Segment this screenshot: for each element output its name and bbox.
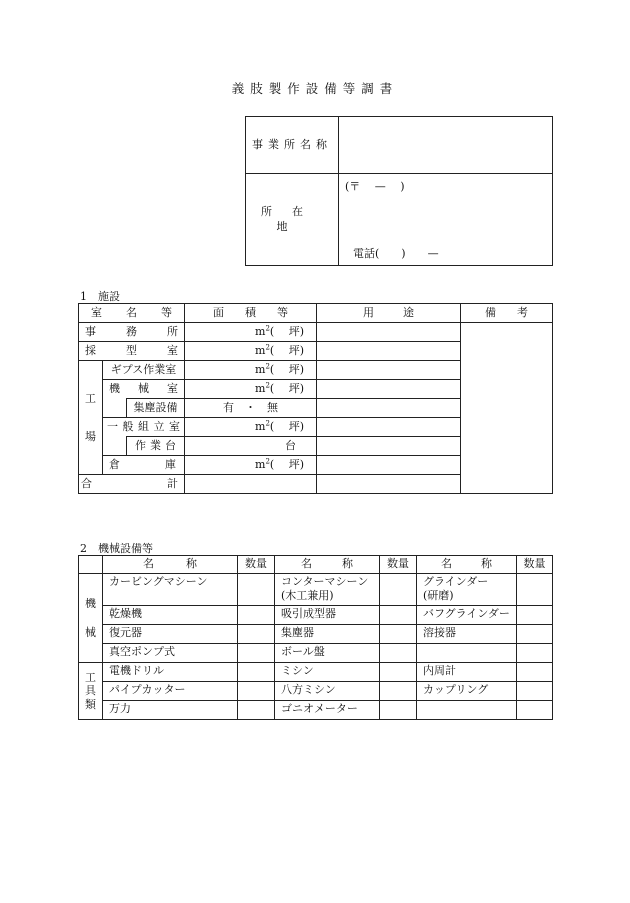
equipment-qty[interactable] <box>380 701 417 720</box>
equipment-name: 乾燥機 <box>103 606 238 625</box>
facility-table <box>78 303 553 494</box>
use-saikei[interactable] <box>317 342 461 361</box>
row-souko: 倉 庫 <box>103 456 185 475</box>
equipment-qty[interactable] <box>238 574 275 606</box>
header-name-3: 名 称 <box>417 556 517 574</box>
equipment-name: バフグラインダー <box>417 606 517 625</box>
area-saikei[interactable] <box>185 342 317 361</box>
row-sagyodai: 作 業 台 <box>127 437 185 456</box>
indent-ippan <box>103 437 127 456</box>
area-kikai[interactable] <box>185 380 317 399</box>
use-goukei[interactable] <box>317 475 461 494</box>
group-kougu-char: 具 <box>85 684 96 698</box>
value-sagyodai[interactable]: 台 <box>185 437 317 456</box>
business-info-table <box>245 116 553 266</box>
use-kikai[interactable] <box>317 380 461 399</box>
equipment-name: コンターマシーン (木工兼用) <box>275 574 380 606</box>
equipment-name: カービングマシーン <box>103 574 238 606</box>
equipment-name: 復元器 <box>103 625 238 644</box>
unit-tsubo: ( 坪) <box>269 457 305 471</box>
equipment-qty[interactable] <box>380 574 417 606</box>
header-qty-2: 数量 <box>380 556 417 574</box>
header-room-name: 室 名 等 <box>79 304 185 323</box>
equipment-qty[interactable] <box>517 701 553 720</box>
location-label: 所在地 <box>246 174 339 266</box>
equipment-qty[interactable] <box>380 682 417 701</box>
unit-m2-sup: 2 <box>265 457 270 466</box>
equipment-name: ミシン <box>275 663 380 682</box>
area-jimusho[interactable] <box>185 323 317 342</box>
row-saikei: 採 型 室 <box>79 342 185 361</box>
header-qty-3: 数量 <box>517 556 553 574</box>
equipment-name: 溶接器 <box>417 625 517 644</box>
equipment-name: 電機ドリル <box>103 663 238 682</box>
business-name-field[interactable] <box>339 117 553 174</box>
unit-m2-sup: 2 <box>265 324 270 333</box>
use-sagyodai[interactable] <box>317 437 461 456</box>
equipment-qty[interactable] <box>517 606 553 625</box>
unit-m2-sup: 2 <box>265 381 270 390</box>
equipment-name: ボール盤 <box>275 644 380 663</box>
unit-tsubo: ( 坪) <box>269 419 305 433</box>
use-jimusho[interactable] <box>317 323 461 342</box>
phone-text: 電話( ) — <box>353 246 439 260</box>
equipment-name: 万力 <box>103 701 238 720</box>
equipment-name: グラインダー (研磨) <box>417 574 517 606</box>
equipment-qty[interactable] <box>238 682 275 701</box>
indent-kikai <box>103 399 127 418</box>
unit-m2: m <box>255 324 266 338</box>
unit-tsubo: ( 坪) <box>269 381 305 395</box>
header-name-1: 名 称 <box>103 556 238 574</box>
area-goukei[interactable] <box>185 475 317 494</box>
row-jimusho: 事 務 所 <box>79 323 185 342</box>
group-kougu-char: 類 <box>85 697 96 711</box>
equipment-qty[interactable] <box>380 606 417 625</box>
row-goukei: 合 計 <box>79 475 185 494</box>
equipment-name: カップリング <box>417 682 517 701</box>
equipment-name: 真空ポンプ式 <box>103 644 238 663</box>
area-gips[interactable] <box>185 361 317 380</box>
equipment-name: パイプカッター <box>103 682 238 701</box>
header-area: 面 積 等 <box>185 304 317 323</box>
unit-m2-sup: 2 <box>265 343 270 352</box>
row-ippan: 一 般 組 立 室 <box>103 418 185 437</box>
unit-m2-sup: 2 <box>265 362 270 371</box>
header-remarks: 備 考 <box>461 304 553 323</box>
document-title: 義肢製作設備等調書 <box>231 81 399 96</box>
unit-m2: m <box>255 343 266 357</box>
use-ippan[interactable] <box>317 418 461 437</box>
area-souko[interactable] <box>185 456 317 475</box>
group-kikai-char: 機 <box>85 596 96 610</box>
group-kougu-char: 工 <box>85 671 96 685</box>
equipment-name: ゴニオメーター <box>275 701 380 720</box>
group-kikai <box>79 574 103 663</box>
section2-heading: 2 機械設備等 <box>80 542 153 555</box>
unit-m2-sup: 2 <box>265 419 270 428</box>
group-kougu <box>79 663 103 720</box>
unit-tsubo: ( 坪) <box>269 362 305 376</box>
row-kikai: 機 械 室 <box>103 380 185 399</box>
equipment-qty[interactable] <box>380 625 417 644</box>
equipment-qty[interactable] <box>238 701 275 720</box>
equipment-qty[interactable] <box>238 606 275 625</box>
equipment-table <box>78 555 553 720</box>
business-name-label: 事業所名称 <box>246 117 339 174</box>
unit-m2: m <box>255 381 266 395</box>
equipment-name <box>417 644 517 663</box>
location-field[interactable] <box>339 174 553 266</box>
unit-m2: m <box>255 457 266 471</box>
row-gips: ギプス作業室 <box>103 361 185 380</box>
header-name-2: 名 称 <box>275 556 380 574</box>
equipment-qty[interactable] <box>517 625 553 644</box>
unit-m2: m <box>255 419 266 433</box>
group-kikai-char: 械 <box>85 626 96 639</box>
equipment-qty[interactable] <box>517 644 553 663</box>
equipment-qty[interactable] <box>517 663 553 682</box>
header-qty-1: 数量 <box>238 556 275 574</box>
row-group-kojo: 工 場 <box>79 361 103 475</box>
equipment-qty[interactable] <box>238 663 275 682</box>
area-ippan[interactable] <box>185 418 317 437</box>
equipment-qty[interactable] <box>238 644 275 663</box>
equipment-qty[interactable] <box>517 574 553 606</box>
equipment-name <box>417 701 517 720</box>
equipment-qty[interactable] <box>380 644 417 663</box>
equipment-name: 集塵器 <box>275 625 380 644</box>
unit-m2: m <box>255 362 266 376</box>
unit-tsubo: ( 坪) <box>269 324 305 338</box>
equipment-name: 吸引成型器 <box>275 606 380 625</box>
use-gips[interactable] <box>317 361 461 380</box>
equipment-name: 八方ミシン <box>275 682 380 701</box>
row-shujin: 集塵設備 <box>127 399 185 418</box>
unit-tsubo: ( 坪) <box>269 343 305 357</box>
value-shujin[interactable]: 有 ・ 無 <box>185 399 317 418</box>
remarks-cell[interactable] <box>461 323 553 494</box>
equipment-qty[interactable] <box>517 682 553 701</box>
header-use: 用 途 <box>317 304 461 323</box>
postal-code-text: (〒 — ) <box>345 180 405 193</box>
equipment-qty[interactable] <box>380 663 417 682</box>
use-shujin[interactable] <box>317 399 461 418</box>
section1-heading: 1 施設 <box>80 290 120 303</box>
equipment-qty[interactable] <box>238 625 275 644</box>
use-souko[interactable] <box>317 456 461 475</box>
header-group <box>79 556 103 574</box>
equipment-name: 内周計 <box>417 663 517 682</box>
